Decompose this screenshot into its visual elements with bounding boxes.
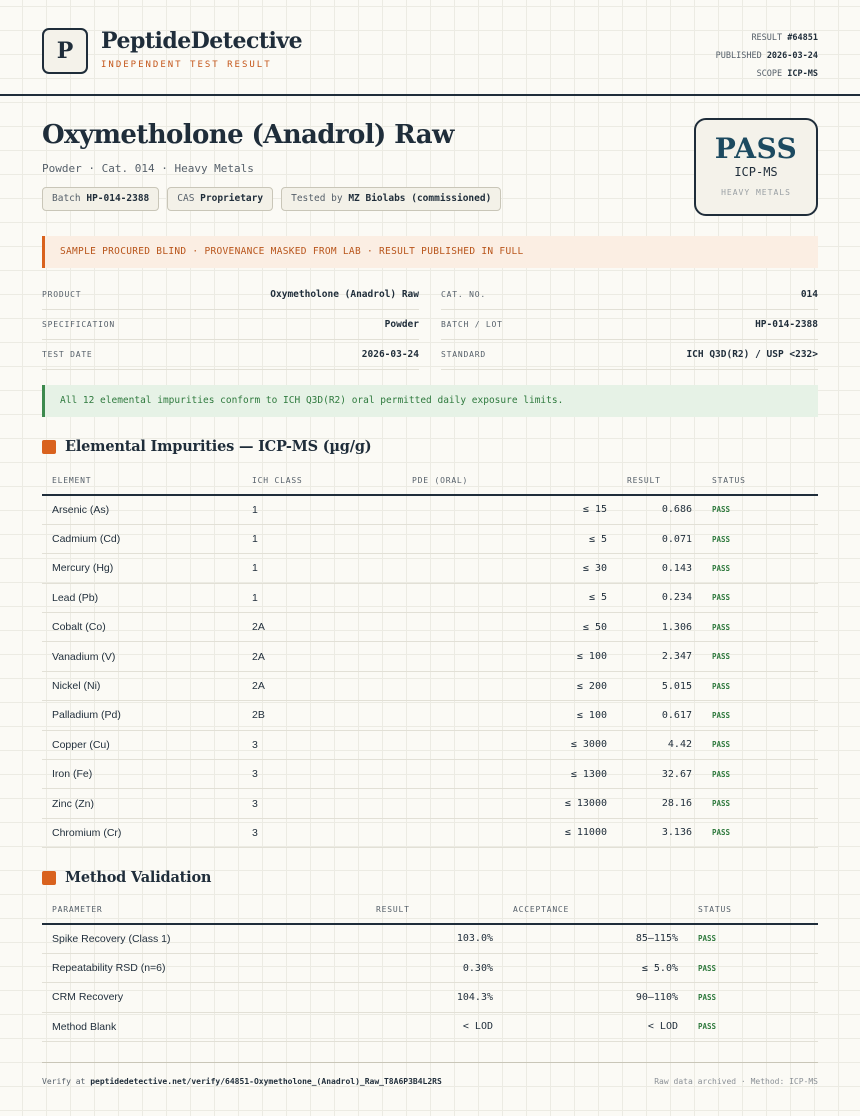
ich-class-cell: 1 xyxy=(242,524,402,553)
pde-cell: ≤ 15 xyxy=(402,495,617,524)
pde-cell: ≤ 200 xyxy=(402,671,617,700)
procurement-notice: SAMPLE PROCURED BLIND · PROVENANCE MASKED FROM LAB · RESULT PUBLISHED IN FULL xyxy=(42,236,818,268)
result-cell: 32.67 xyxy=(617,760,702,789)
table-row xyxy=(42,924,818,953)
result-cell: 2.347 xyxy=(617,642,702,671)
ich-class-cell: 2A xyxy=(242,642,402,671)
info-grid xyxy=(42,280,818,370)
parameter-cell: Method Blank xyxy=(42,1012,366,1041)
result-cell: 4.42 xyxy=(617,730,702,759)
table-row xyxy=(42,953,818,982)
pde-cell: ≤ 100 xyxy=(402,642,617,671)
column-header: ICH CLASS xyxy=(242,467,402,495)
verify-link[interactable]: peptidedetective.net/verify/64851-Oxymetholone_(Anadrol)_Raw_T8A6P3B4L2RS xyxy=(90,1077,442,1086)
chip-label: Tested by xyxy=(291,193,343,204)
element-cell: Zinc (Zn) xyxy=(42,789,242,818)
info-cat-no xyxy=(441,280,818,310)
verify-label: Verify at xyxy=(42,1077,86,1086)
pass-badge xyxy=(694,118,818,216)
table-row xyxy=(42,789,818,818)
badge-scope: HEAVY METALS xyxy=(721,188,791,197)
element-cell: Mercury (Hg) xyxy=(42,554,242,583)
result-cell: 0.071 xyxy=(617,524,702,553)
result-cell: 5.015 xyxy=(617,671,702,700)
status-cell: PASS xyxy=(688,953,818,982)
product-subtitle: Powder · Cat. 014 · Heavy Metals xyxy=(42,162,254,175)
pde-cell: ≤ 5 xyxy=(402,583,617,612)
info-value: ICH Q3D(R2) / USP <232> xyxy=(686,349,818,360)
pde-cell: ≤ 50 xyxy=(402,613,617,642)
status-cell: PASS xyxy=(702,671,818,700)
parameter-cell: CRM Recovery xyxy=(42,983,366,1012)
parameter-cell: Spike Recovery (Class 1) xyxy=(42,924,366,953)
status-cell: PASS xyxy=(688,924,818,953)
acceptance-cell: 85–115% xyxy=(503,924,688,953)
result-cell: 0.30% xyxy=(366,953,503,982)
ich-class-cell: 1 xyxy=(242,554,402,583)
table-row xyxy=(42,730,818,759)
section-square-icon xyxy=(42,871,56,885)
pde-cell: ≤ 100 xyxy=(402,701,617,730)
table-row xyxy=(42,642,818,671)
status-cell: PASS xyxy=(702,583,818,612)
ich-class-cell: 3 xyxy=(242,730,402,759)
pde-cell: ≤ 13000 xyxy=(402,789,617,818)
info-label: STANDARD xyxy=(441,350,486,359)
info-value: Oxymetholone (Anadrol) Raw xyxy=(270,289,419,300)
chip-value: Proprietary xyxy=(200,193,264,204)
ich-class-cell: 2A xyxy=(242,613,402,642)
section-square-icon xyxy=(42,440,56,454)
ich-class-cell: 1 xyxy=(242,495,402,524)
badge-method: ICP-MS xyxy=(734,165,778,179)
column-header: STATUS xyxy=(688,896,818,924)
column-header: PDE (ORAL) xyxy=(402,467,617,495)
info-value: 014 xyxy=(800,289,818,300)
element-cell: Copper (Cu) xyxy=(42,730,242,759)
element-cell: Cadmium (Cd) xyxy=(42,524,242,553)
element-cell: Chromium (Cr) xyxy=(42,818,242,847)
status-cell: PASS xyxy=(702,642,818,671)
report-header xyxy=(0,0,860,96)
info-specification xyxy=(42,310,419,340)
element-cell: Nickel (Ni) xyxy=(42,671,242,700)
table-row xyxy=(42,554,818,583)
info-value: 2026-03-24 xyxy=(361,349,419,360)
acceptance-cell: 90–110% xyxy=(503,983,688,1012)
pde-cell: ≤ 30 xyxy=(402,554,617,583)
table-row xyxy=(42,613,818,642)
info-label: CAT. NO. xyxy=(441,290,486,299)
badge-verdict: PASS xyxy=(714,132,798,165)
result-label: RESULT xyxy=(751,33,783,43)
verify-text xyxy=(42,1077,442,1086)
section-title: Method Validation xyxy=(65,869,212,886)
status-cell: PASS xyxy=(702,760,818,789)
ich-class-cell: 2B xyxy=(242,701,402,730)
product-chips xyxy=(42,187,501,211)
pde-cell: ≤ 11000 xyxy=(402,818,617,847)
ich-class-cell: 2A xyxy=(242,671,402,700)
status-cell: PASS xyxy=(702,818,818,847)
result-cell: 28.16 xyxy=(617,789,702,818)
status-cell: PASS xyxy=(702,613,818,642)
result-cell: 0.617 xyxy=(617,701,702,730)
info-label: PRODUCT xyxy=(42,290,82,299)
status-cell: PASS xyxy=(702,495,818,524)
status-cell: PASS xyxy=(702,524,818,553)
cas-chip xyxy=(167,187,273,211)
table-row xyxy=(42,818,818,847)
footer-archive-note: Raw data archived · Method: ICP-MS xyxy=(654,1077,818,1086)
acceptance-cell: ≤ 5.0% xyxy=(503,953,688,982)
impurities-header xyxy=(42,438,371,455)
column-header: RESULT xyxy=(366,896,503,924)
column-header: RESULT xyxy=(617,467,702,495)
result-cell: 103.0% xyxy=(366,924,503,953)
pde-cell: ≤ 1300 xyxy=(402,760,617,789)
pde-cell: ≤ 3000 xyxy=(402,730,617,759)
element-cell: Vanadium (V) xyxy=(42,642,242,671)
element-cell: Lead (Pb) xyxy=(42,583,242,612)
column-header: STATUS xyxy=(702,467,818,495)
parameter-cell: Repeatability RSD (n=6) xyxy=(42,953,366,982)
status-cell: PASS xyxy=(702,789,818,818)
chip-value: HP-014-2388 xyxy=(86,193,150,204)
info-product xyxy=(42,280,419,310)
result-number: #64851 xyxy=(787,33,818,43)
info-row xyxy=(42,310,818,340)
validation-header xyxy=(42,869,211,886)
brand-tagline: INDEPENDENT TEST RESULT xyxy=(101,60,272,70)
info-row xyxy=(42,340,818,370)
table-row xyxy=(42,583,818,612)
brand-name: PeptideDetective xyxy=(101,28,303,54)
table-row xyxy=(42,495,818,524)
table-row xyxy=(42,524,818,553)
table-row xyxy=(42,701,818,730)
validation-table xyxy=(42,896,818,1042)
info-value: HP-014-2388 xyxy=(755,319,818,330)
table-row xyxy=(42,1012,818,1041)
info-label: SPECIFICATION xyxy=(42,320,116,329)
status-cell: PASS xyxy=(702,730,818,759)
ich-class-cell: 3 xyxy=(242,789,402,818)
table-header-row xyxy=(42,467,818,495)
conformance-note: All 12 elemental impurities conform to ICH Q3D(R2) oral permitted daily exposure limits. xyxy=(42,385,818,417)
info-test-date xyxy=(42,340,419,370)
result-cell: 3.136 xyxy=(617,818,702,847)
result-cell: 0.234 xyxy=(617,583,702,612)
result-meta xyxy=(716,29,818,83)
status-cell: PASS xyxy=(688,983,818,1012)
product-title: Oxymetholone (Anadrol) Raw xyxy=(42,120,454,150)
column-header: ELEMENT xyxy=(42,467,242,495)
chip-label: Batch xyxy=(52,193,81,204)
batch-chip xyxy=(42,187,159,211)
published-label: PUBLISHED xyxy=(715,51,762,61)
result-cell: 104.3% xyxy=(366,983,503,1012)
ich-class-cell: 3 xyxy=(242,760,402,789)
result-cell: < LOD xyxy=(366,1012,503,1041)
acceptance-cell: < LOD xyxy=(503,1012,688,1041)
tested-by-chip xyxy=(281,187,501,211)
section-title: Elemental Impurities — ICP-MS (µg/g) xyxy=(65,438,372,455)
scope-label: SCOPE xyxy=(756,69,783,79)
column-header: ACCEPTANCE xyxy=(503,896,688,924)
status-cell: PASS xyxy=(702,554,818,583)
published-date: 2026-03-24 xyxy=(766,51,818,61)
table-header-row xyxy=(42,896,818,924)
column-header: PARAMETER xyxy=(42,896,366,924)
footer-divider xyxy=(42,1062,818,1063)
pde-cell: ≤ 5 xyxy=(402,524,617,553)
status-cell: PASS xyxy=(688,1012,818,1041)
info-value: Powder xyxy=(384,319,419,330)
logo-icon: P xyxy=(42,28,88,74)
scope-value: ICP-MS xyxy=(787,69,818,79)
table-row xyxy=(42,760,818,789)
info-label: TEST DATE xyxy=(42,350,93,359)
info-label: BATCH / LOT xyxy=(441,320,503,329)
status-cell: PASS xyxy=(702,701,818,730)
info-row xyxy=(42,280,818,310)
impurities-table xyxy=(42,467,818,848)
element-cell: Arsenic (As) xyxy=(42,495,242,524)
result-cell: 0.143 xyxy=(617,554,702,583)
ich-class-cell: 1 xyxy=(242,583,402,612)
ich-class-cell: 3 xyxy=(242,818,402,847)
info-batch xyxy=(441,310,818,340)
info-standard xyxy=(441,340,818,370)
element-cell: Palladium (Pd) xyxy=(42,701,242,730)
table-row xyxy=(42,983,818,1012)
result-cell: 1.306 xyxy=(617,613,702,642)
chip-label: CAS xyxy=(177,193,195,204)
table-row xyxy=(42,671,818,700)
chip-value: MZ Biolabs (commissioned) xyxy=(348,193,492,204)
result-cell: 0.686 xyxy=(617,495,702,524)
element-cell: Cobalt (Co) xyxy=(42,613,242,642)
element-cell: Iron (Fe) xyxy=(42,760,242,789)
